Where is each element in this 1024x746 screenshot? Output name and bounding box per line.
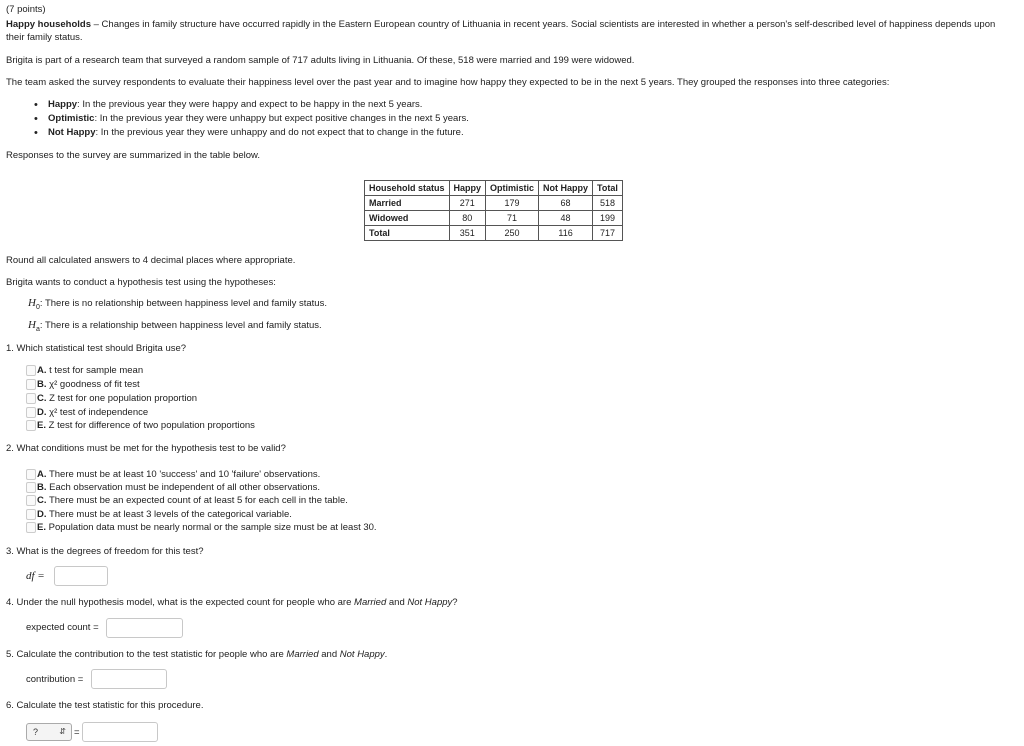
option-letter: A. bbox=[37, 469, 47, 480]
table-row bbox=[365, 211, 623, 226]
expected-count-input[interactable] bbox=[106, 618, 183, 638]
intro-continued: their family status. bbox=[6, 32, 83, 43]
table-cell: 250 bbox=[486, 226, 539, 241]
radio-button[interactable] bbox=[26, 379, 36, 390]
intro-text: – Changes in family structure have occurred rapidly in the Eastern European country of Lithuania in recent years. Social scientists are interested in whether a person's self-described level of happiness depends upon bbox=[90, 19, 996, 30]
option-text: There must be at least 3 levels of the categorical variable. bbox=[46, 509, 292, 520]
h0-symbol: H bbox=[28, 297, 36, 309]
equals-sign: = bbox=[74, 727, 80, 738]
row-header: Married bbox=[365, 196, 450, 211]
category-term: Not Happy bbox=[48, 127, 96, 138]
column-header: Total bbox=[593, 181, 623, 196]
contribution-label: contribution = bbox=[26, 674, 84, 685]
category-term: Optimistic bbox=[48, 113, 95, 124]
problem-intro bbox=[6, 19, 995, 30]
prompt-text: and bbox=[318, 649, 340, 660]
radio-button[interactable] bbox=[26, 393, 36, 404]
table-row bbox=[365, 226, 623, 241]
question-3-prompt: 3. What is the degrees of freedom for this test? bbox=[6, 546, 204, 557]
column-header: Happy bbox=[449, 181, 486, 196]
df-label: df = bbox=[26, 570, 45, 582]
checkbox[interactable] bbox=[26, 495, 36, 506]
table-cell: 80 bbox=[449, 211, 486, 226]
table-cell: 518 bbox=[593, 196, 623, 211]
ha-text: : There is a relationship between happiness level and family status. bbox=[39, 320, 322, 331]
column-header: Optimistic bbox=[486, 181, 539, 196]
option-letter: C. bbox=[37, 393, 47, 404]
paragraph-categories-intro: The team asked the survey respondents to evaluate their happiness level over the past year and to imagine how happy they expected to be in the next 5 years. They grouped the responses into three categories: bbox=[6, 77, 890, 88]
question-2-prompt: 2. What conditions must be met for the hypothesis test to be valid? bbox=[6, 443, 286, 454]
category-desc: : In the previous year they were unhappy but expect positive changes in the next 5 years. bbox=[94, 113, 469, 124]
q2-option-c[interactable] bbox=[26, 494, 348, 507]
q2-option-a[interactable] bbox=[26, 468, 320, 481]
prompt-text: ? bbox=[452, 597, 458, 608]
ha-symbol: H bbox=[28, 319, 36, 331]
column-header: Household status bbox=[365, 181, 450, 196]
prompt-text: . bbox=[384, 649, 388, 660]
checkbox[interactable] bbox=[26, 482, 36, 493]
table-cell: 717 bbox=[593, 226, 623, 241]
q1-option-b[interactable] bbox=[26, 378, 140, 391]
option-letter: D. bbox=[37, 407, 47, 418]
term-married: Married bbox=[354, 597, 387, 608]
test-statistic-input[interactable] bbox=[82, 722, 158, 742]
contribution-input[interactable] bbox=[91, 669, 167, 689]
prompt-text: 5. Calculate the contribution to the test statistic for people who are bbox=[6, 649, 287, 660]
q1-option-a[interactable] bbox=[26, 364, 143, 377]
q2-option-b[interactable] bbox=[26, 481, 320, 494]
term-not-happy: Not Happy bbox=[339, 649, 385, 660]
table-row bbox=[365, 196, 623, 211]
option-letter: E. bbox=[37, 420, 46, 431]
problem-title: Happy households bbox=[6, 19, 91, 30]
category-desc: : In the previous year they were happy and expect to be happy in the next 5 years. bbox=[77, 99, 423, 110]
table-cell: 68 bbox=[539, 196, 593, 211]
ha-subscript: a bbox=[35, 325, 40, 333]
category-desc: : In the previous year they were unhappy and do not expect that to change in the future. bbox=[95, 127, 464, 138]
null-hypothesis bbox=[28, 297, 327, 311]
question-4-prompt bbox=[6, 597, 458, 608]
option-text: There must be at least 10 'success' and 10 'failure' observations. bbox=[46, 469, 321, 480]
option-letter: E. bbox=[37, 522, 46, 533]
question-1-prompt: 1. Which statistical test should Brigita use? bbox=[6, 343, 187, 354]
prompt-text: and bbox=[386, 597, 408, 608]
question-5-prompt bbox=[6, 649, 387, 660]
option-text: Population data must be nearly normal or the sample size must be at least 30. bbox=[45, 522, 377, 533]
column-header: Not Happy bbox=[539, 181, 593, 196]
question-6-prompt: 6. Calculate the test statistic for this procedure. bbox=[6, 700, 204, 711]
q1-option-d[interactable] bbox=[26, 406, 148, 419]
prompt-text: 4. Under the null hypothesis model, what is the expected count for people who are bbox=[6, 597, 355, 608]
table-cell: 199 bbox=[593, 211, 623, 226]
table-cell: 48 bbox=[539, 211, 593, 226]
checkbox[interactable] bbox=[26, 469, 36, 480]
hypothesis-intro: Brigita wants to conduct a hypothesis test using the hypotheses: bbox=[6, 277, 276, 288]
table-cell: 179 bbox=[486, 196, 539, 211]
rounding-note: Round all calculated answers to 4 decimal places where appropriate. bbox=[6, 255, 296, 266]
option-letter: B. bbox=[37, 482, 47, 493]
option-text: There must be an expected count of at least 5 for each cell in the table. bbox=[46, 495, 348, 506]
paragraph-table-intro: Responses to the survey are summarized in the table below. bbox=[6, 150, 260, 161]
table-cell: 351 bbox=[449, 226, 486, 241]
radio-button[interactable] bbox=[26, 407, 36, 418]
option-letter: A. bbox=[37, 365, 47, 376]
list-item bbox=[32, 112, 469, 126]
checkbox[interactable] bbox=[26, 509, 36, 520]
table-header-row bbox=[365, 181, 623, 196]
option-text: χ² goodness of fit test bbox=[46, 379, 140, 390]
option-letter: D. bbox=[37, 509, 47, 520]
row-header: Widowed bbox=[365, 211, 450, 226]
q2-option-d[interactable] bbox=[26, 508, 292, 521]
select-value: ? bbox=[33, 727, 39, 737]
list-item bbox=[32, 98, 469, 112]
statistic-select[interactable] bbox=[26, 723, 72, 741]
option-text: t test for sample mean bbox=[46, 365, 144, 376]
option-text: Z test for one population proportion bbox=[46, 393, 198, 404]
h0-text: : There is no relationship between happiness level and family status. bbox=[39, 298, 327, 309]
q1-option-e[interactable] bbox=[26, 419, 255, 432]
survey-table bbox=[364, 180, 623, 241]
option-letter: C. bbox=[37, 495, 47, 506]
radio-button[interactable] bbox=[26, 365, 36, 376]
q1-option-c[interactable] bbox=[26, 392, 197, 405]
table-cell: 271 bbox=[449, 196, 486, 211]
term-not-happy: Not Happy bbox=[407, 597, 453, 608]
expected-count-label: expected count = bbox=[26, 622, 99, 633]
category-list bbox=[32, 98, 469, 140]
checkbox[interactable] bbox=[26, 522, 36, 533]
h0-subscript: 0 bbox=[35, 303, 40, 311]
list-item bbox=[32, 126, 469, 140]
points-label: (7 points) bbox=[6, 4, 46, 15]
table-cell: 71 bbox=[486, 211, 539, 226]
category-term: Happy bbox=[48, 99, 78, 110]
option-text: Each observation must be independent of all other observations. bbox=[46, 482, 321, 493]
row-header: Total bbox=[365, 226, 450, 241]
option-letter: B. bbox=[37, 379, 47, 390]
option-text: Z test for difference of two population proportions bbox=[45, 420, 255, 431]
radio-button[interactable] bbox=[26, 420, 36, 431]
table-cell: 116 bbox=[539, 226, 593, 241]
q2-option-e[interactable] bbox=[26, 521, 377, 534]
paragraph-sample: Brigita is part of a research team that surveyed a random sample of 717 adults living in Lithuania. Of these, 518 were married and 199 were widowed. bbox=[6, 55, 635, 66]
option-text: χ² test of independence bbox=[46, 407, 149, 418]
df-input[interactable] bbox=[54, 566, 108, 586]
select-arrows-icon: ⇵ bbox=[59, 727, 66, 736]
alt-hypothesis bbox=[28, 319, 322, 333]
term-married: Married bbox=[286, 649, 319, 660]
